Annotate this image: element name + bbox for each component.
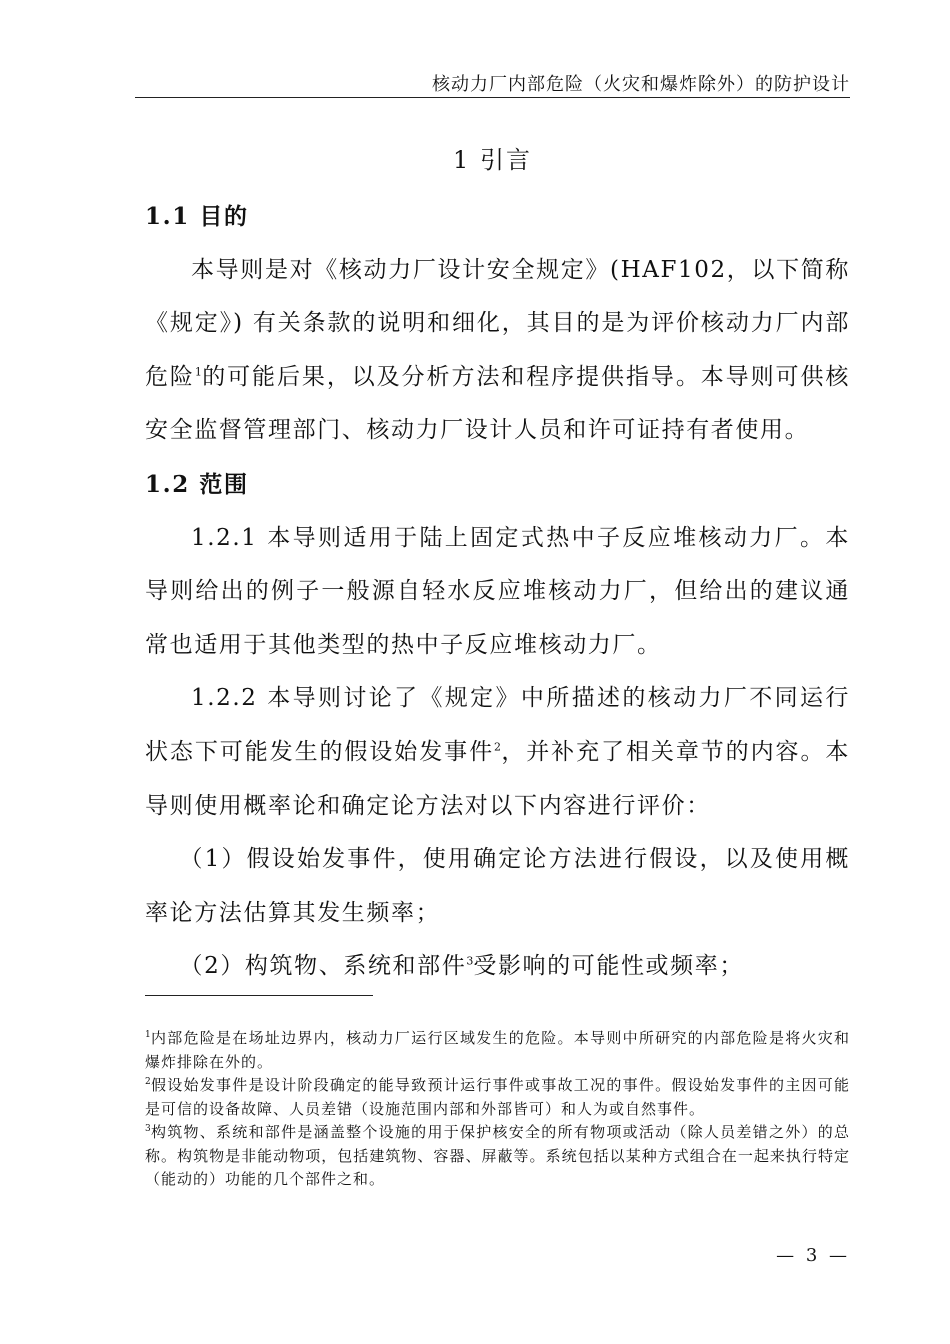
footnote-2 <box>145 1074 850 1121</box>
body-text <box>145 190 850 994</box>
paragraph-1-2-1: 1.2.1 本导则适用于陆上固定式热中子反应堆核动力厂。本导则给出的例子一般源自轻水反应堆核动力厂，但给出的建议通常也适用于其他类型的热中子反应堆核动力厂。 <box>145 524 850 658</box>
footnote-ref-3: 3 <box>466 954 474 968</box>
paragraph-1-2-2-text-b: ，并补充了相关章节的内容。本导则使用概率论和确定论方法对以下内容进行评价： <box>145 738 850 819</box>
footnote-text: 构筑物、系统和部件是涵盖整个设施的用于保护核安全的所有物项或活动（除人员差错之外）的总称。构筑物是非能动物项，包括建筑物、容器、屏蔽等。系统包括以某种方式组合在一起来执行特定（能动的）功能的几个部件之和。 <box>145 1123 850 1188</box>
section-heading-purpose: 1.1 目的 <box>145 203 249 230</box>
paragraph-1-2-2 <box>145 672 850 833</box>
paragraph-1-2-2-text-a: 1.2.2 本导则讨论了《规定》中所描述的核动力厂不同运行状态下可能发生的假设始发事件 <box>145 685 850 765</box>
list-item-2-text-a: （2）构筑物、系统和部件 <box>179 953 467 980</box>
footnote-rule <box>145 995 373 996</box>
list-item-2-text-b: 受影响的可能性或频率； <box>473 953 744 980</box>
footnote-1 <box>145 1027 850 1074</box>
footnotes <box>145 1027 850 1192</box>
footnote-text: 内部危险是在场址边界内，核动力厂运行区域发生的危险。本导则中所研究的内部危险是将火灾和爆炸排除在外的。 <box>145 1029 850 1071</box>
paragraph-purpose-text-b: 的可能后果，以及分析方法和程序提供指导。本导则可供核安全监督管理部门、核动力厂设计人员和许可证持有者使用。 <box>145 363 850 444</box>
list-item-2 <box>145 940 850 994</box>
chapter-title: 1 引言 <box>453 146 532 174</box>
page-number: — 3 — <box>776 1245 850 1266</box>
running-header: 核动力厂内部危险（火灾和爆炸除外）的防护设计 <box>432 74 850 95</box>
paragraph-purpose <box>145 244 850 458</box>
footnote-ref-2: 2 <box>494 740 501 754</box>
footnote-marker: 3 <box>145 1124 151 1134</box>
footnote-3 <box>145 1121 850 1192</box>
footnote-ref-1: 1 <box>194 365 202 379</box>
footnote-text: 假设始发事件是设计阶段确定的能导致预计运行事件或事故工况的事件。假设始发事件的主因可能是可信的设备故障、人员差错（设施范围内部和外部皆可）和人为或自然事件。 <box>145 1076 850 1118</box>
header-rule <box>135 97 850 98</box>
paragraph-purpose-text-a: 本导则是对《核动力厂设计安全规定》(HAF102，以下简称《规定》) 有关条款的说明和细化，其目的是为评价核动力厂内部危险 <box>145 256 850 390</box>
footnote-marker: 2 <box>145 1077 151 1087</box>
list-item-1: （1）假设始发事件，使用确定论方法进行假设，以及使用概率论方法估算其发生频率； <box>145 846 850 926</box>
section-heading-scope: 1.2 范围 <box>145 470 249 498</box>
footnote-marker: 1 <box>145 1030 151 1040</box>
